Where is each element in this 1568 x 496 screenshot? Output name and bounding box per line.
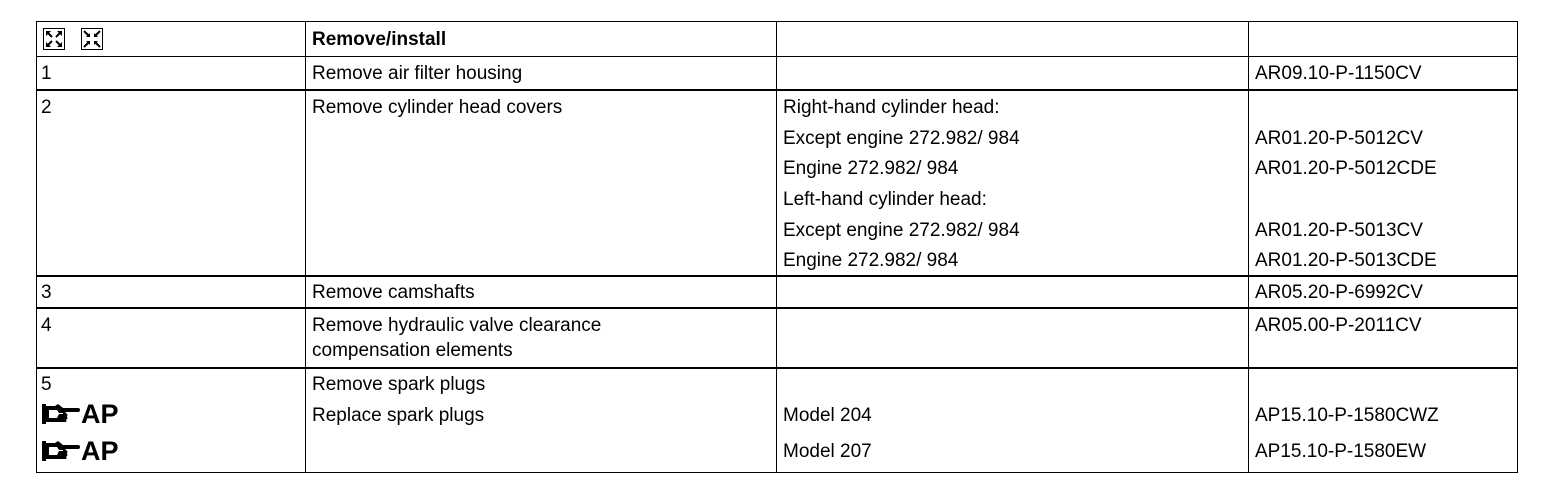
- step-number: 3: [41, 282, 52, 303]
- reference-link[interactable]: AR01.20-P-5012CV: [1255, 128, 1423, 149]
- detail-line: Right-hand cylinder head:: [783, 97, 1000, 118]
- step-task: Remove air filter housing: [312, 63, 523, 84]
- step-task-line: compensation elements: [312, 340, 513, 361]
- table-header-row: [37, 22, 1517, 56]
- model-label: Model 207: [783, 441, 872, 462]
- detail-line: Engine 272.982/ 984: [783, 250, 959, 271]
- pointing-hand-icon: [41, 402, 81, 426]
- step-number-cell: [37, 369, 306, 472]
- header-title-cell: [306, 22, 777, 56]
- step-number: 5: [41, 374, 52, 395]
- reference-link[interactable]: AR01.20-P-5013CV: [1255, 220, 1423, 241]
- table-row: [37, 57, 1517, 89]
- table-row: [37, 309, 1517, 367]
- step-task: Remove spark plugs: [312, 374, 486, 395]
- step-number: 1: [41, 63, 52, 84]
- reference-link[interactable]: AR05.20-P-6992CV: [1255, 282, 1423, 303]
- references-cell: [1249, 91, 1517, 275]
- detail-line: Engine 272.982/ 984: [783, 158, 959, 179]
- step-sub-task: Replace spark plugs: [312, 405, 485, 426]
- pointing-hand-icon: [41, 439, 81, 463]
- collapse-icon[interactable]: [81, 28, 103, 50]
- reference-link[interactable]: AP15.10-P-1580EW: [1255, 441, 1427, 462]
- step-task: Remove cylinder head covers: [312, 97, 563, 118]
- reference-link[interactable]: AR05.00-P-2011CV: [1255, 315, 1422, 336]
- header-icons-cell: [37, 22, 306, 56]
- reference-link[interactable]: AR01.20-P-5013CDE: [1255, 250, 1437, 271]
- table-row: [37, 369, 1517, 472]
- reference-link[interactable]: AR09.10-P-1150CV: [1255, 63, 1422, 84]
- model-label: Model 204: [783, 405, 872, 426]
- step-task: Remove camshafts: [312, 282, 475, 303]
- table-row: [37, 277, 1517, 307]
- details-cell: [777, 91, 1249, 275]
- detail-line: Except engine 272.982/ 984: [783, 220, 1020, 241]
- reference-link[interactable]: AR01.20-P-5012CDE: [1255, 158, 1437, 179]
- ap-label: AP: [81, 399, 119, 429]
- ap-label: AP: [81, 436, 119, 466]
- detail-line: Except engine 272.982/ 984: [783, 128, 1020, 149]
- reference-link[interactable]: AP15.10-P-1580CWZ: [1255, 405, 1439, 426]
- step-task-line: Remove hydraulic valve clearance: [312, 315, 602, 336]
- step-number: 4: [41, 315, 52, 336]
- ap-reference-marker[interactable]: [41, 436, 119, 466]
- table-row: [37, 91, 1517, 275]
- step-number: 2: [41, 97, 52, 118]
- step-title: Remove/install: [312, 29, 447, 50]
- detail-line: Left-hand cylinder head:: [783, 189, 987, 210]
- procedure-table: [36, 21, 1518, 473]
- expand-icon[interactable]: [43, 28, 65, 50]
- ap-reference-marker[interactable]: [41, 399, 119, 429]
